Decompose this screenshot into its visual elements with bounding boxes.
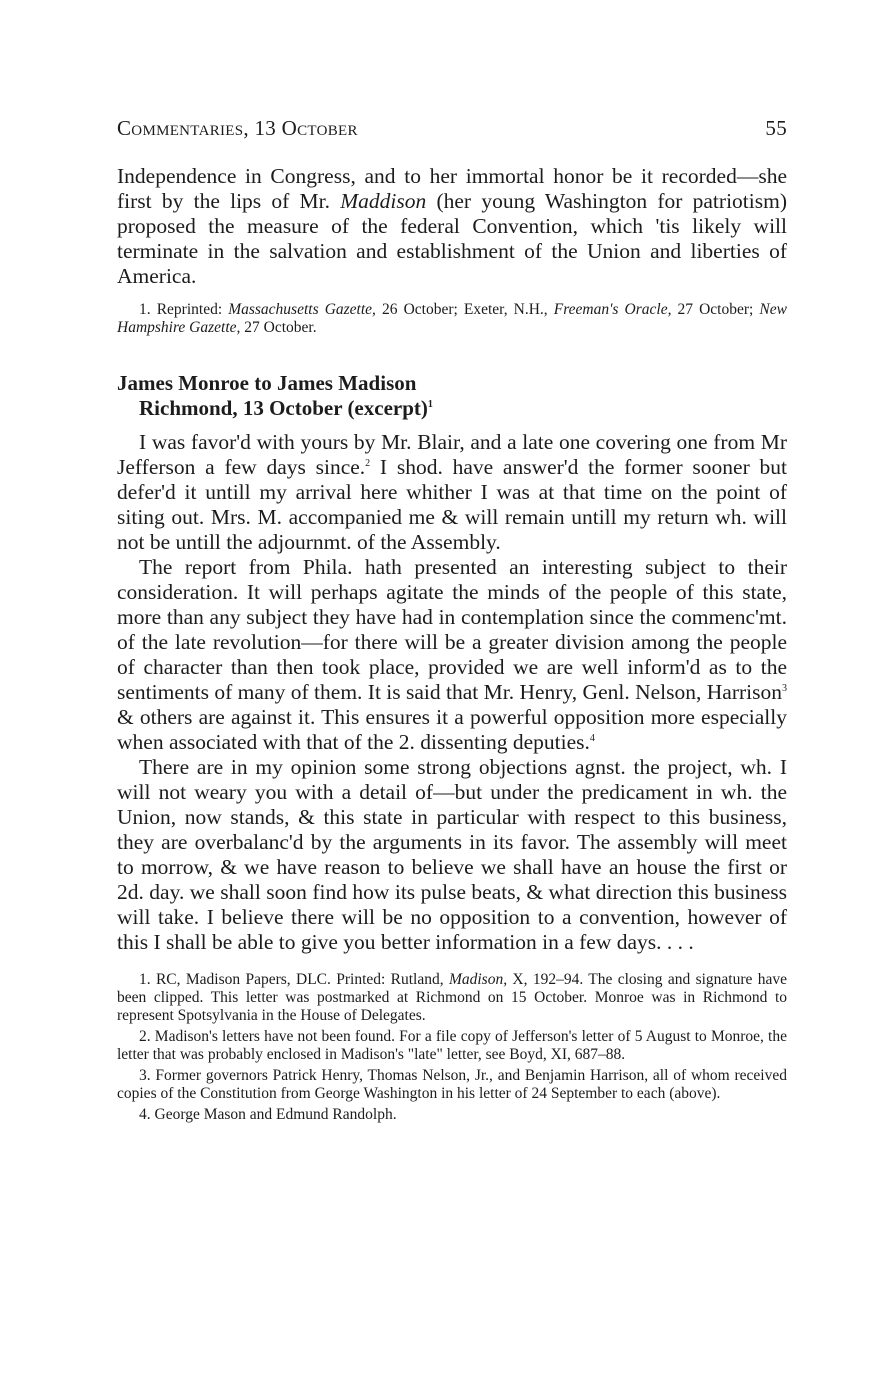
opening-footnote: 1. Reprinted: Massachusetts Gazette, 26 October; Exeter, N.H., Freeman's Oracle, 27 October; New Hampshire Gazette, 27 October. — [117, 301, 787, 336]
opening-paragraph: Independence in Congress, and to her immortal honor be it recorded—she first by the lips of Mr. Maddison (her young Washington for patriotism) proposed the measure of the federal Convention, which 'tis likely will terminate in the salvation and establishment of the Union and liberties of America. — [117, 164, 787, 288]
footnotes — [117, 971, 787, 1124]
main-text — [117, 164, 787, 1124]
page-number: 55 — [765, 116, 787, 140]
letter-paragraph-2: The report from Phila. hath presented an interesting subject to their consideration. It will perhaps agitate the minds of the people of this state, more than any subject they have had in contemplation since the commenc'mt. of the late revolution—for there will be a greater division among the people of character than then took place, provided we are well inform'd as to the sentiments of many of them. It is said that Mr. Henry, Genl. Nelson, Harrison$^3$ & others are against it. This ensures it a powerful opposition more especially when associated with that of the 2. dissenting deputies.$^4$ — [117, 555, 787, 754]
letter-paragraph-3: There are in my opinion some strong objections agnst. the project, wh. I will not weary you with a detail of—but under the predicament in wh. the Union, now stands, & this state in particular with respect to this business, they are overbalanc'd by the arguments in its favor. The assembly will meet to morrow, & we have reason to believe we shall have an house the first or 2d. day. we shall soon find how its pulse beats, & what direction this business will take. I believe there will be no opposition to a convention, however of this I shall be able to give you better information in a few days. . . . — [117, 755, 787, 954]
running-head — [117, 116, 787, 141]
italic-name: Maddison — [340, 189, 427, 213]
footnote-4: 4. George Mason and Edmund Randolph. — [139, 1106, 397, 1123]
letter-subtitle: Richmond, 13 October (excerpt)$^1$ — [139, 396, 433, 420]
letter-title: James Monroe to James Madison — [117, 371, 417, 395]
footnote-2: 2. Madison's letters have not been found. For a file copy of Jefferson's letter of 5 August to Monroe, the letter that was probably enclosed in Madison's "late" letter, see Boyd, XI, 687–88. — [117, 1028, 787, 1063]
footnote-1: 1. RC, Madison Papers, DLC. Printed: Rutland, Madison, X, 192–94. The closing and signature have been clipped. This letter was postmarked at Richmond on 15 October. Monroe was in Richmond to represent Spotsylvania in the House of Delegates. — [117, 971, 787, 1024]
footnote-3: 3. Former governors Patrick Henry, Thomas Nelson, Jr., and Benjamin Harrison, all of whom received copies of the Constitution from George Washington in his letter of 24 September to each (above). — [117, 1067, 787, 1102]
running-title: Commentaries, 13 October — [117, 116, 358, 140]
letter-paragraph-1: I was favor'd with yours by Mr. Blair, and a late one covering one from Mr Jefferson a few days since.$^2$ I shod. have answer'd the former sooner but defer'd it untill my arrival here whither I was at that time on the point of siting out. Mrs. M. accompanied me & will remain untill my return wh. will not be untill the adjournmt. of the Assembly. — [117, 430, 787, 554]
